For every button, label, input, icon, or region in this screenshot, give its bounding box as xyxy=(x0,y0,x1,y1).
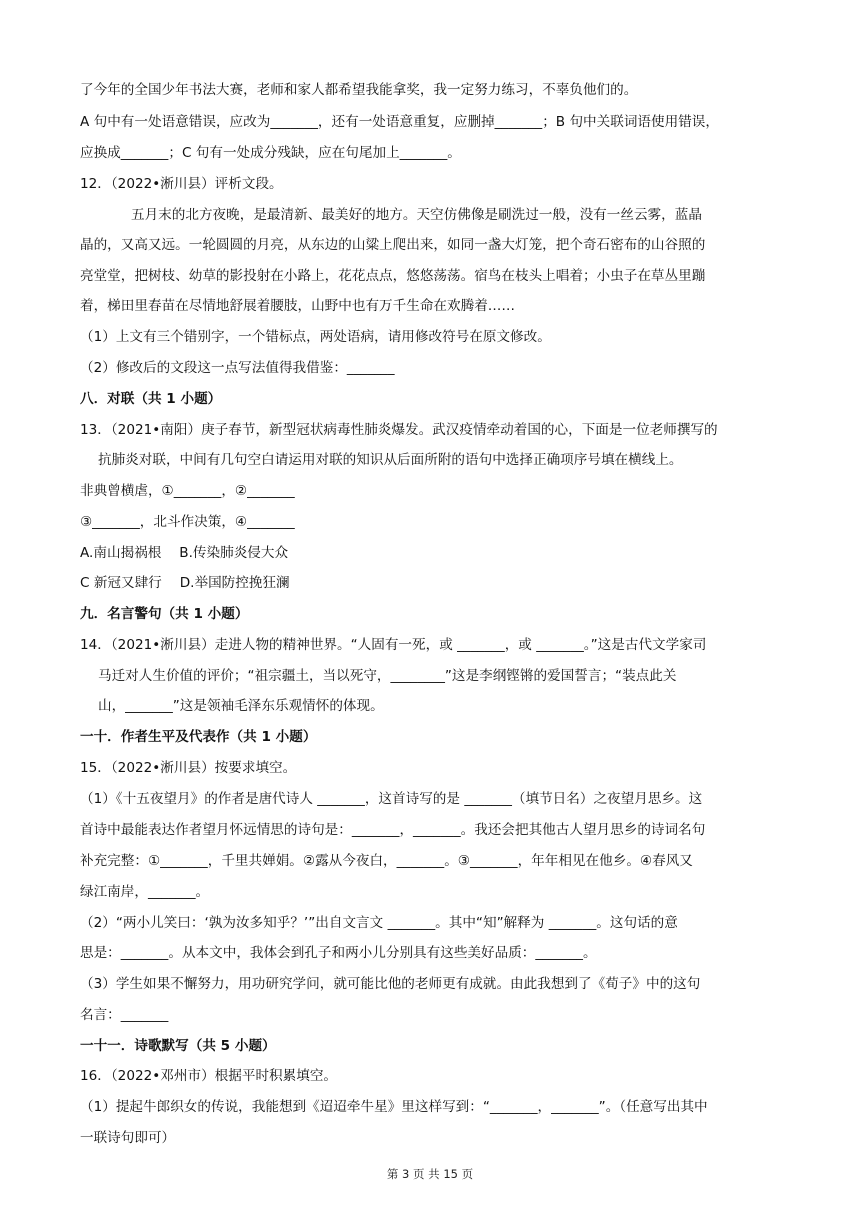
text-line: 绿江南岸，_______。 xyxy=(80,884,210,900)
text-line: 非典曾横虐，①_______，②_______ xyxy=(80,483,295,499)
section-heading: 一十．作者生平及代表作（共 1 小题） xyxy=(80,729,317,745)
text-line: 马迁对人生价值的评价；“祖宗疆土，当以死守，________”这是李纲铿锵的爱国誓言；“装点此关 xyxy=(98,668,677,684)
text-line: 首诗中最能表达作者望月怀远情思的诗句是：_______，_______。我还会把其他古人望月思乡的诗词名句 xyxy=(80,822,706,838)
sub-question: （2）“两小儿笑曰：‘孰为汝多知乎？’”出自文言文 _______。其中“知”解释为 _______。这句话的意 xyxy=(80,915,678,931)
question-14: 14．（2021•淅川县）走进人物的精神世界。“人固有一死，或 _______，或 _______。”这是古代文学家司 xyxy=(80,637,707,653)
text-line: 山，_______”这是领袖毛泽东乐观情怀的体现。 xyxy=(98,698,384,714)
text-line: 名言：_______ xyxy=(80,1007,169,1023)
passage-line: 五月末的北方夜晚，是最清新、最美好的地方。天空仿佛像是刷洗过一般，没有一丝云雾，蓝晶 xyxy=(131,207,702,223)
section-heading: 九．名言警句（共 1 小题） xyxy=(80,606,249,622)
section-heading: 一十一．诗歌默写（共 5 小题） xyxy=(80,1038,276,1054)
text-line: 思是：_______。从本文中，我体会到孔子和两小儿分别具有这些美好品质：_______。 xyxy=(80,945,597,961)
text-line: 应换成_______；C 句有一处成分残缺，应在句尾加上_______。 xyxy=(80,145,461,161)
question-15: 15．（2022•淅川县）按要求填空。 xyxy=(80,760,297,776)
sub-question: （1）《十五夜望月》的作者是唐代诗人 _______，这首诗写的是 _______（填节日名）之夜望月思乡。这 xyxy=(80,791,703,807)
sub-question: （1）上文有三个错别字，一个错标点，两处语病，请用修改符号在原文修改。 xyxy=(80,329,551,345)
text-line: 补充完整：①_______，千里共婵娟。②露从今夜白，_______。③_______，年年相见在他乡。④春风又 xyxy=(80,853,693,869)
option-line: A.南山揭祸根 B.传染肺炎侵大众 xyxy=(80,545,289,561)
sub-question: （2）修改后的文段这一点写法值得我借鉴：_______ xyxy=(80,360,395,376)
text-line: 了今年的全国少年书法大赛，老师和家人都希望我能拿奖，我一定努力练习，不辜负他们的。 xyxy=(80,82,638,98)
text-line: A 句中有一处语意错误，应改为_______，还有一处语意重复，应删掉_______；B 句中关联词语使用错误， xyxy=(80,114,719,130)
text-line: ③_______，北斗作决策，④_______ xyxy=(80,514,295,530)
text-line: 一联诗句即可） xyxy=(80,1130,176,1146)
passage-line: 晶的，又高又远。一轮圆圆的月亮，从东边的山粱上爬出来，如同一盏大灯笼，把个奇石密布的山谷照的 xyxy=(80,237,706,253)
question-12: 12．（2022•淅川县）评析文段。 xyxy=(80,176,283,192)
sub-question: （3）学生如果不懈努力，用功研究学问，就可能比他的老师更有成就。由此我想到了《荀子》中的这句 xyxy=(80,976,701,992)
question-16: 16．（2022•邓州市）根据平时积累填空。 xyxy=(80,1068,338,1084)
passage-line: 着，梯田里春苗在尽情地舒展着腰肢，山野中也有万千生命在欢腾着…… xyxy=(80,298,515,314)
page-footer: 第 3 页 共 15 页 xyxy=(386,1167,474,1181)
section-heading: 八．对联（共 1 小题） xyxy=(80,391,222,407)
sub-question: （1）提起牛郎织女的传说，我能想到《迢迢牵牛星》里这样写到：“_______，_______”。（任意写出其中 xyxy=(80,1099,708,1115)
option-line: C 新冠又肆行 D.举国防控挽狂澜 xyxy=(80,575,290,591)
text-line: 抗肺炎对联，中间有几句空白请运用对联的知识从后面所附的语句中选择正确项序号填在横线上。 xyxy=(98,452,683,468)
question-13: 13．（2021•南阳）庚子春节，新型冠状病毒性肺炎爆发。武汉疫情牵动着国的心，下面是一位老师撰写的 xyxy=(80,422,718,438)
passage-line: 亮堂堂，把树枝、幼草的影投射在小路上，花花点点，悠悠荡荡。宿鸟在枝头上唱着；小虫子在草丛里蹦 xyxy=(80,268,706,284)
